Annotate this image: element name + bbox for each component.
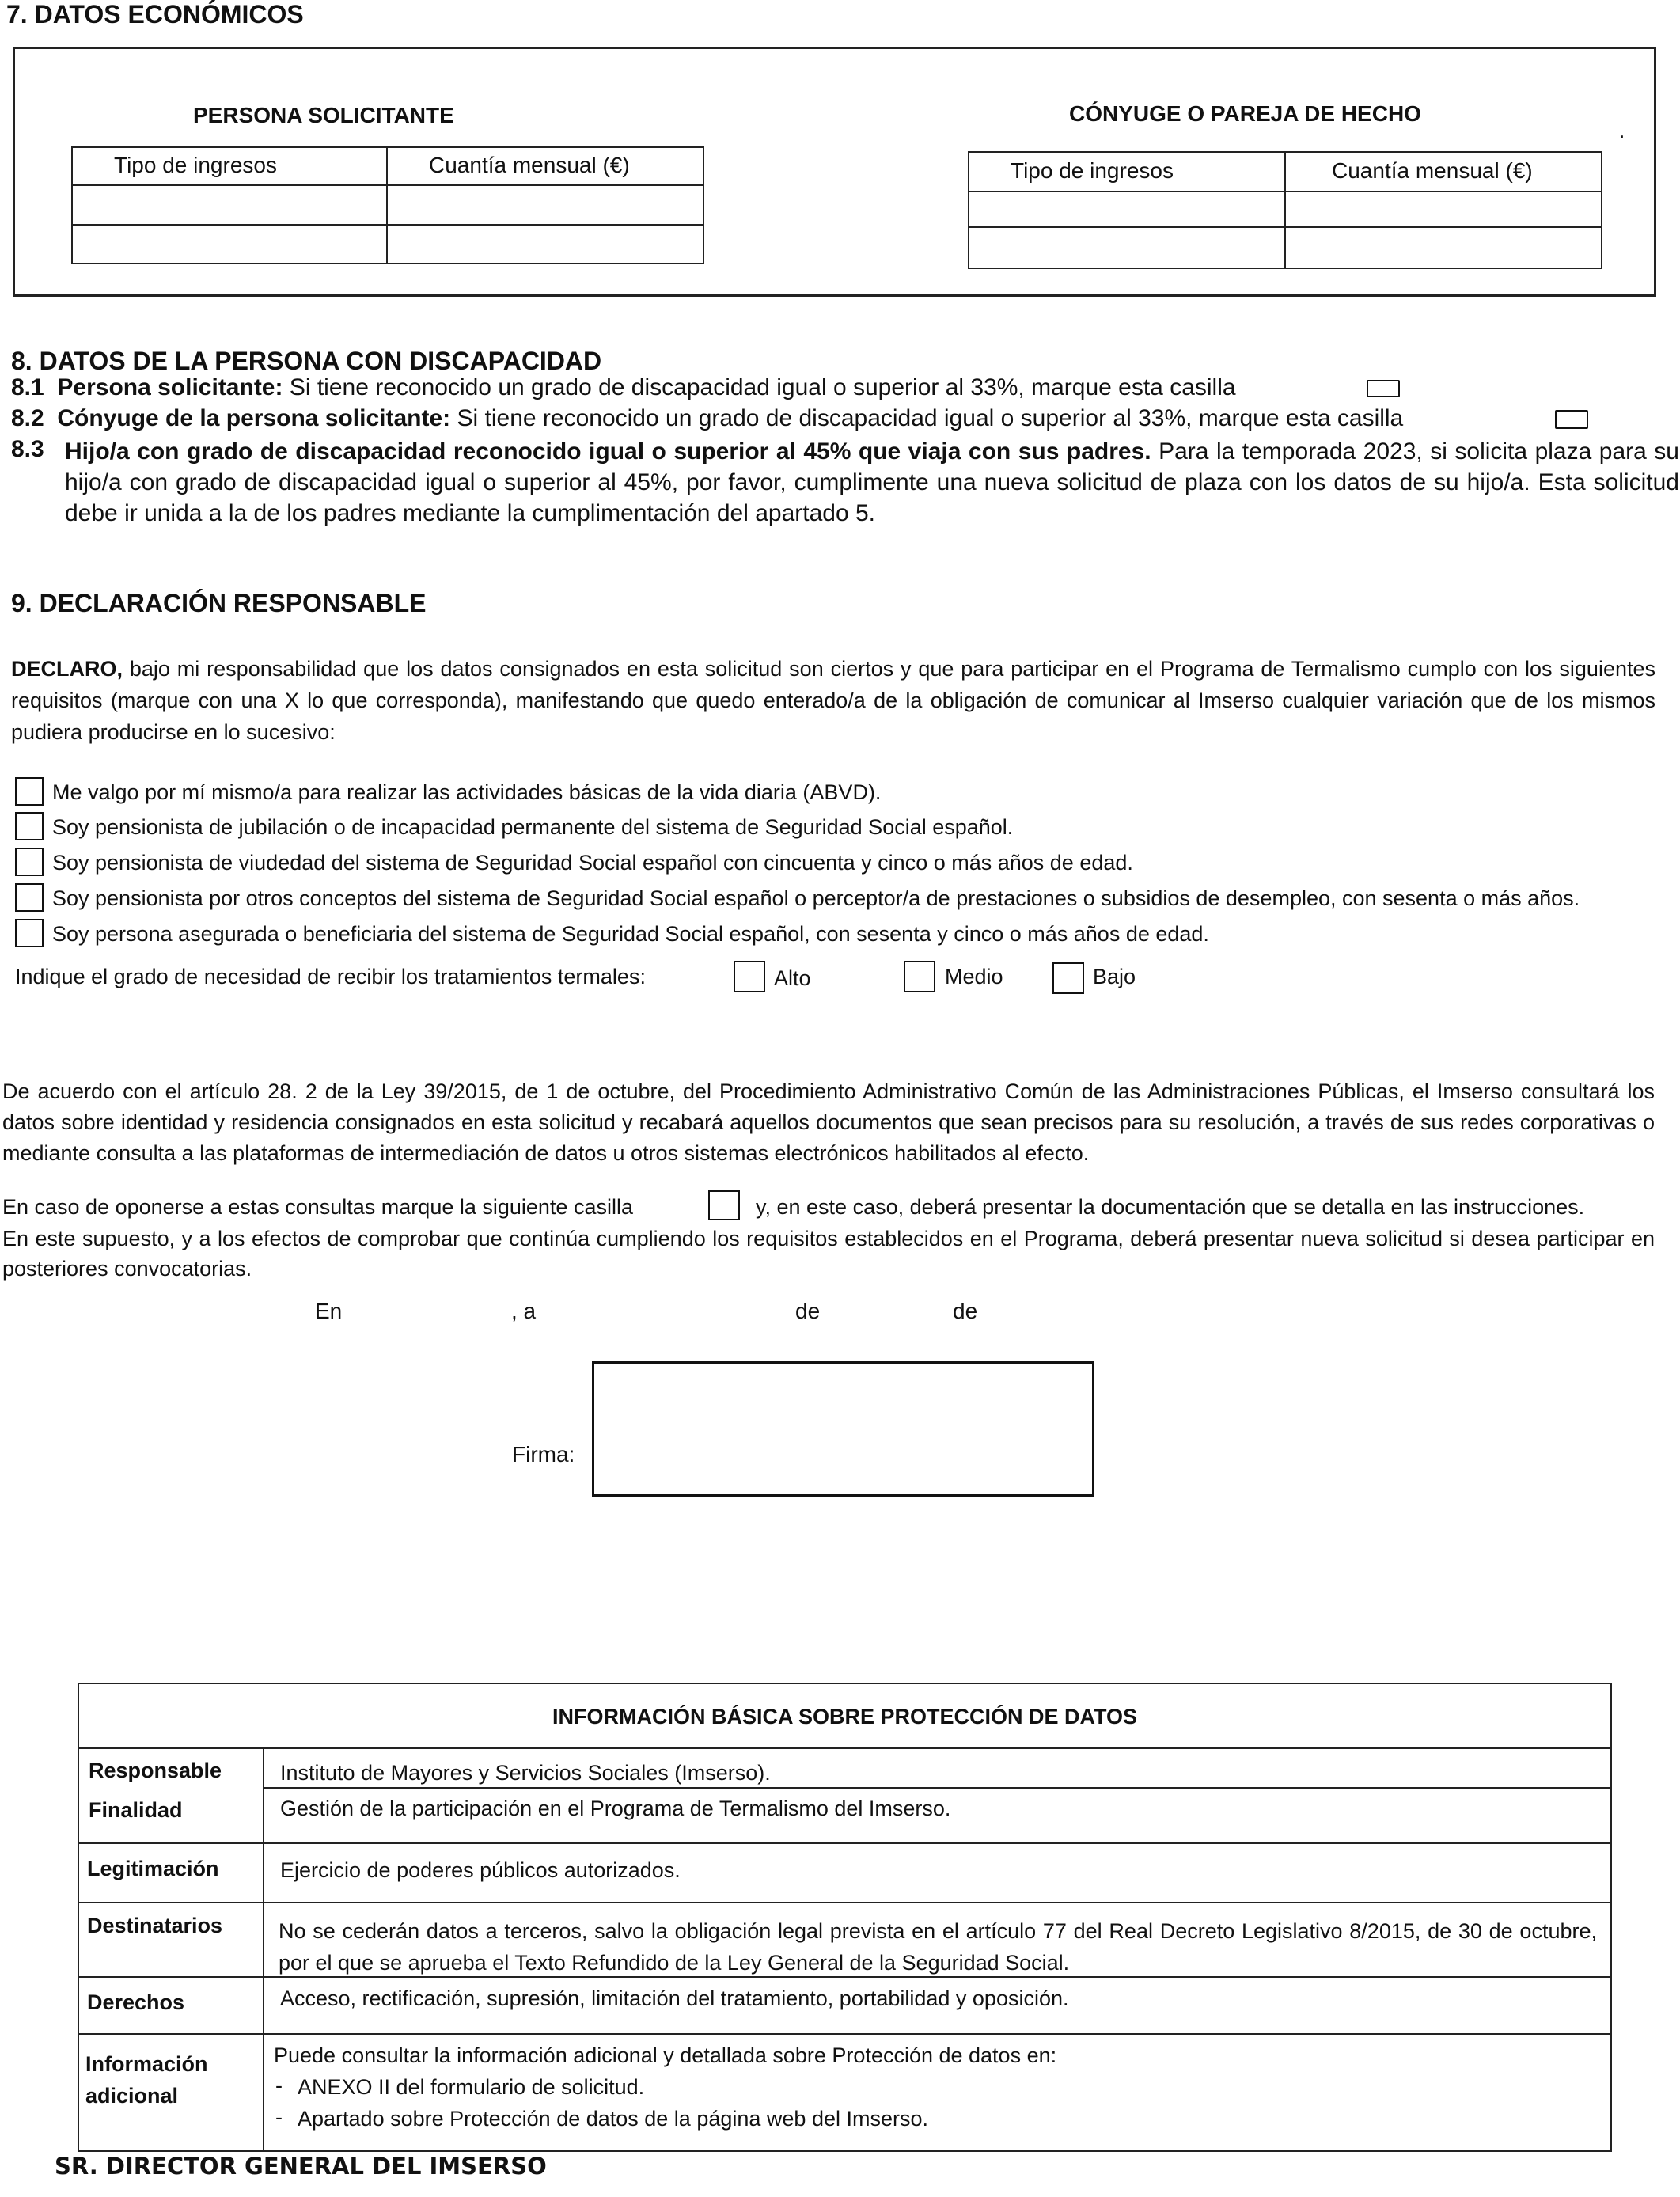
section-7-title: 7. DATOS ECONÓMICOS (6, 0, 304, 28)
proteccion-title-cell (78, 1683, 1612, 1749)
requisito-5-label: Soy persona asegurada o beneficiaria del sistema de Seguridad Social español, con sesenta y cinco o más años de edad. (52, 922, 1209, 946)
conyuge-type-input-1[interactable] (968, 191, 1286, 228)
item-8-2-checkbox[interactable] (1555, 410, 1588, 429)
legal-paragraph-1: De acuerdo con el artículo 28. 2 de la Ley 39/2015, de 1 de octubre, del Procedimiento Administrativo Común de las Administraciones Públicas, el Imserso consultará los datos sobre identidad y residencia consignados en esta solicitud y recabará aquellos documentos que sean precisos para su resolución, a través de sus redes corporativas o mediante consulta a las plataformas de intermediación de datos u otros sistemas electrónicos habilitados al efecto. (2, 1080, 1655, 1165)
oposicion-text-after: y, en este caso, deberá presentar la documentación que se detalla en las instrucciones. (756, 1195, 1585, 1219)
requisito-1-checkbox[interactable] (15, 777, 44, 806)
section-7-frame-bottom (13, 294, 1656, 297)
conyuge-amount-input-2[interactable] (1284, 226, 1602, 269)
firma-label: Firma: (512, 1442, 575, 1467)
bullet-dash-icon: - (275, 2074, 283, 2097)
solicitante-type-input-1[interactable] (71, 184, 388, 226)
item-8-2-bold: Cónyuge de la persona solicitante: (57, 405, 451, 431)
section-7-frame-left (13, 47, 15, 294)
proteccion-label-destinatarios: Destinatarios (87, 1914, 223, 1937)
proteccion-title: INFORMACIÓN BÁSICA SOBRE PROTECCIÓN DE DATOS (552, 1705, 1138, 1728)
proteccion-bullet-web: Apartado sobre Protección de datos de la página web del Imserso. (298, 2107, 928, 2131)
proteccion-label-finalidad: Finalidad (89, 1798, 183, 1822)
place-label: En (315, 1299, 343, 1323)
signature-box[interactable] (592, 1361, 1094, 1497)
item-8-1-number: 8.1 (11, 374, 44, 400)
oposicion-paragraph-rest: En este supuesto, y a los efectos de comprobar que continúa cumpliendo los requisitos establecidos en el Programa, deberá presentar nueva solicitud si desea participar en posteriores convocatorias. (2, 1227, 1655, 1281)
requisito-5-checkbox[interactable] (15, 919, 44, 947)
grado-medio-checkbox[interactable] (904, 961, 935, 992)
solicitante-heading: PERSONA SOLICITANTE (193, 103, 454, 127)
month-label: de (795, 1299, 821, 1323)
bullet-dash-icon: - (275, 2105, 283, 2129)
row-divider (78, 2033, 1612, 2035)
solicitante-col-type: Tipo de ingresos (114, 153, 277, 177)
addressee: SR. DIRECTOR GENERAL DEL IMSERSO (55, 2153, 547, 2180)
oposicion-checkbox[interactable] (708, 1190, 740, 1220)
solicitante-col-amount: Cuantía mensual (€) (429, 153, 630, 177)
solicitante-type-input-2[interactable] (71, 224, 388, 264)
grado-bajo-checkbox[interactable] (1052, 962, 1084, 994)
proteccion-value-destinatarios: No se cederán datos a terceros, salvo la obligación legal prevista en el artículo 77 del Real Decreto Legislativo 8/2015, de 30 de octubre, por el que se aprueba el Texto Refundido de la Ley General de la Seguridad Social. (279, 1919, 1597, 1975)
proteccion-value-derechos: Acceso, rectificación, supresión, limitación del tratamiento, portabilidad y oposición. (280, 1986, 1069, 2010)
section-9-title: 9. DECLARACIÓN RESPONSABLE (11, 589, 427, 617)
grado-alto-label: Alto (774, 966, 811, 990)
declaro-bold: DECLARO, (11, 657, 123, 681)
oposicion-text-before: En caso de oponerse a estas consultas marque la siguiente casilla (2, 1195, 633, 1219)
conyuge-heading: CÓNYUGE O PAREJA DE HECHO (1069, 101, 1421, 126)
grado-necesidad-label: Indique el grado de necesidad de recibir los tratamientos termales: (15, 965, 646, 988)
grado-alto-checkbox[interactable] (734, 961, 765, 992)
proteccion-value-responsable: Instituto de Mayores y Servicios Sociales (Imserso). (280, 1761, 771, 1785)
requisito-2-label: Soy pensionista de jubilación o de incapacidad permanente del sistema de Seguridad Social español. (52, 815, 1014, 839)
declaro-text: bajo mi responsabilidad que los datos consignados en esta solicitud son ciertos y que para participar en el Programa de Termalismo cumplo con los siguientes requisitos (marque con una X lo que corresponda), manifestando que quedo enterado/a de la obligación de comunicar al Imserso cualquier variación que de los mismos pudiera producirse en lo sucesivo: (11, 657, 1655, 744)
grado-medio-label: Medio (945, 965, 1003, 988)
solicitante-amount-input-2[interactable] (386, 224, 704, 264)
proteccion-value-finalidad: Gestión de la participación en el Programa de Termalismo del Imserso. (280, 1797, 951, 1820)
requisito-4-label: Soy pensionista por otros conceptos del sistema de Seguridad Social español o perceptor/a de prestaciones o subsidios de desempleo, con sesenta o más años. (52, 886, 1580, 910)
conyuge-amount-input-1[interactable] (1284, 191, 1602, 228)
day-label: , a (511, 1299, 537, 1323)
requisito-3-label: Soy pensionista de viudedad del sistema de Seguridad Social español con cincuenta y cinco o más años de edad. (52, 851, 1133, 875)
row-divider (78, 1902, 1612, 1903)
item-8-3-text: Para la temporada 2023, si solicita plaza para su hijo/a con grado de discapacidad igual o superior al 45%, por favor, cumplimente una nueva solicitud de plaza con los datos de su hijo/a. Esta solicitud debe ir unida a la de los padres mediante la cumplimentación del apartado 5. (65, 438, 1679, 526)
grado-bajo-label: Bajo (1093, 965, 1136, 988)
item-8-1-text: Si tiene reconocido un grado de discapacidad igual o superior al 33%, marque esta casilla (283, 374, 1236, 400)
section-8-title: 8. DATOS DE LA PERSONA CON DISCAPACIDAD (11, 347, 602, 375)
row-divider (78, 1842, 1612, 1844)
conyuge-header-type-cell (968, 151, 1286, 192)
requisito-1-label: Me valgo por mí mismo/a para realizar las actividades básicas de la vida diaria (ABVD). (52, 780, 882, 804)
conyuge-type-input-2[interactable] (968, 226, 1286, 269)
conyuge-col-amount: Cuantía mensual (€) (1332, 158, 1533, 183)
item-8-3 (65, 436, 1679, 529)
proteccion-label-legitimacion: Legitimación (87, 1857, 219, 1880)
proteccion-label-informacion: Información adicional (85, 2052, 208, 2108)
item-8-1-bold: Persona solicitante: (57, 374, 283, 400)
row-divider (263, 1787, 1612, 1789)
item-8-3-bold: Hijo/a con grado de discapacidad reconocido igual o superior al 45% que viaja con sus padres. (65, 438, 1151, 465)
solicitante-header-type-cell (71, 146, 388, 186)
requisito-4-checkbox[interactable] (15, 883, 44, 912)
conyuge-dot: . (1619, 119, 1625, 142)
conyuge-col-type: Tipo de ingresos (1011, 158, 1174, 183)
section-7-frame-top (13, 47, 1656, 49)
solicitante-header-amount-cell (386, 146, 704, 186)
proteccion-label-derechos: Derechos (87, 1990, 185, 2014)
item-8-1 (11, 374, 1236, 401)
item-8-2-number: 8.2 (11, 405, 44, 431)
requisito-2-checkbox[interactable] (15, 812, 44, 840)
item-8-1-checkbox[interactable] (1367, 380, 1400, 397)
proteccion-bullet-anexo: ANEXO II del formulario de solicitud. (298, 2075, 645, 2099)
solicitante-amount-input-1[interactable] (386, 184, 704, 226)
conyuge-header-amount-cell (1284, 151, 1602, 192)
item-8-3-number: 8.3 (11, 436, 44, 462)
requisito-3-checkbox[interactable] (15, 848, 44, 876)
declaro-paragraph (11, 653, 1655, 748)
proteccion-value-legitimacion: Ejercicio de poderes públicos autorizados. (280, 1858, 681, 1882)
item-8-2 (11, 405, 1403, 432)
section-7-frame-right (1654, 47, 1656, 294)
year-label: de (953, 1299, 978, 1323)
proteccion-value-informacion: Puede consultar la información adicional y detallada sobre Protección de datos en: (274, 2043, 1057, 2067)
item-8-2-text: Si tiene reconocido un grado de discapacidad igual o superior al 33%, marque esta casilla (450, 405, 1404, 431)
proteccion-label-responsable: Responsable (89, 1759, 222, 1782)
